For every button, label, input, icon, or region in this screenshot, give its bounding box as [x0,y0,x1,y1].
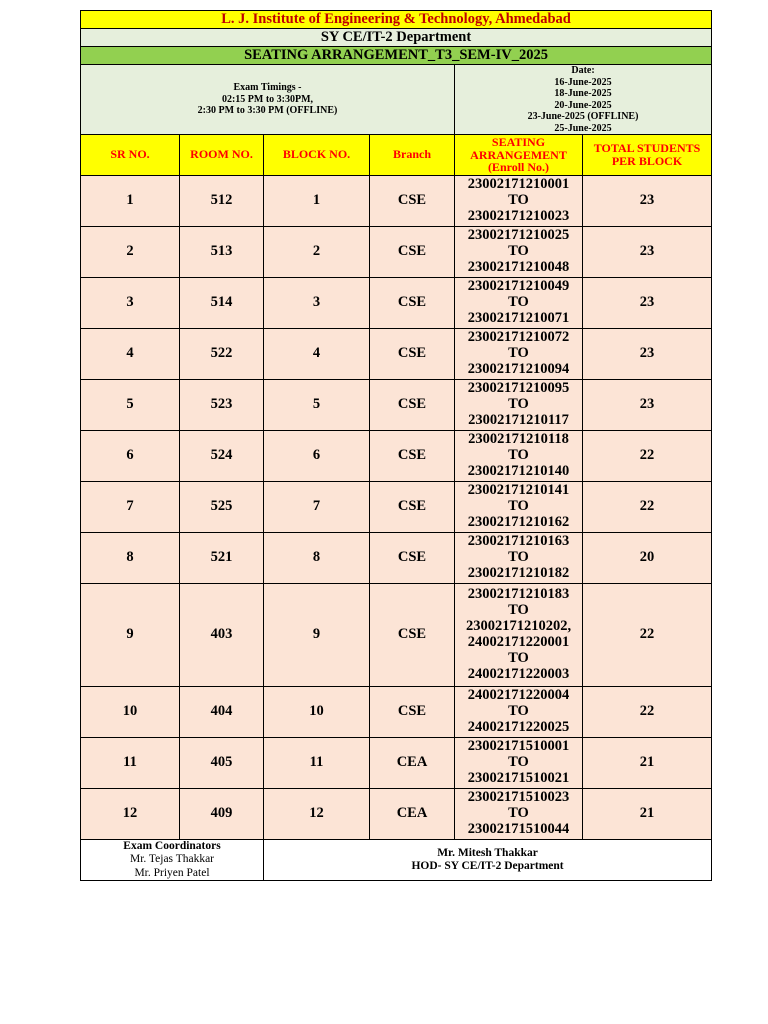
exam-timings-heading: Exam Timings - [233,82,302,94]
enroll-range-line: 24002171220001 [467,634,570,650]
enroll-range-line: TO [508,602,529,619]
branch-cell: CSE [370,278,455,329]
branch-cell: CSE [370,227,455,278]
enroll-range-cell [455,584,583,687]
room-no-cell: 405 [180,738,264,789]
total-students-cell: 23 [583,329,712,380]
sr-no-cell: 4 [81,329,180,380]
sr-no-cell: 9 [81,584,180,687]
enroll-range-line: 24002171220004 [467,687,570,704]
block-no-cell: 8 [264,533,370,584]
enroll-range-line: 23002171210049 [467,278,570,295]
branch-cell: CSE [370,482,455,533]
sr-no-cell: 10 [81,687,180,738]
enroll-range-cell [455,380,583,431]
table-row [81,329,712,380]
coordinators-cell [81,840,264,881]
coordinators-heading: Exam Coordinators [123,840,221,853]
enroll-range-line: 23002171210095 [467,380,570,397]
col-header-seating-line: SEATING [491,135,546,150]
table-row [81,738,712,789]
exam-timings-cell [81,65,455,135]
total-students-cell: 22 [583,482,712,533]
exam-date: 18-June-2025 [554,88,612,99]
enroll-range-line: 23002171510023 [467,789,570,806]
arrangement-title: SEATING ARRANGEMENT_T3_SEM-IV_2025 [81,47,712,65]
enroll-range-line: 23002171210072 [467,329,570,346]
total-students-cell: 22 [583,431,712,482]
col-header-total-line: PER BLOCK [611,154,683,168]
enroll-range-line: 23002171510001 [467,738,570,755]
enroll-range-cell [455,278,583,329]
coordinator-name: Mr. Tejas Thakkar [129,853,215,866]
room-no-cell: 525 [180,482,264,533]
enroll-range-line: 23002171210001 [467,176,570,193]
hod-name: Mr. Mitesh Thakkar [437,846,538,859]
exam-timing-line: 02:15 PM to 3:30PM, [221,93,314,105]
enroll-range-line: TO [508,805,529,822]
room-no-cell: 522 [180,329,264,380]
branch-cell: CSE [370,584,455,687]
exam-dates-heading: Date: [571,65,595,76]
table-row [81,533,712,584]
branch-cell: CSE [370,176,455,227]
enroll-range-cell [455,227,583,278]
sr-no-cell: 7 [81,482,180,533]
room-no-cell: 404 [180,687,264,738]
room-no-cell: 524 [180,431,264,482]
room-no-cell: 521 [180,533,264,584]
table-row [81,176,712,227]
block-no-cell: 4 [264,329,370,380]
column-header-row [81,135,712,176]
enroll-range-line: 23002171510021 [467,769,570,786]
col-header-total [583,135,712,176]
block-no-cell: 2 [264,227,370,278]
enroll-range-line: 23002171210182 [467,564,570,581]
col-header-room-no: ROOM NO. [180,135,264,176]
table-row [81,687,712,738]
block-no-cell: 9 [264,584,370,687]
sr-no-cell: 5 [81,380,180,431]
room-no-cell: 409 [180,789,264,840]
block-no-cell: 10 [264,687,370,738]
enroll-range-cell [455,533,583,584]
block-no-cell: 5 [264,380,370,431]
enroll-range-line: 23002171510044 [467,820,570,837]
col-header-block-no: BLOCK NO. [264,135,370,176]
enroll-range-line: 23002171210162 [467,513,570,530]
total-students-cell: 22 [583,687,712,738]
sr-no-cell: 3 [81,278,180,329]
room-no-cell: 514 [180,278,264,329]
branch-cell: CSE [370,431,455,482]
room-no-cell: 513 [180,227,264,278]
branch-cell: CSE [370,329,455,380]
total-students-cell: 23 [583,278,712,329]
enroll-range-cell [455,329,583,380]
branch-cell: CEA [370,789,455,840]
room-no-cell: 512 [180,176,264,227]
exam-timing-line: 2:30 PM to 3:30 PM (OFFLINE) [197,105,338,117]
col-header-seating-line: (Enroll No.) [487,160,550,175]
block-no-cell: 12 [264,789,370,840]
exam-date: 25-June-2025 [554,122,612,134]
sr-no-cell: 11 [81,738,180,789]
enroll-range-line: 24002171220025 [467,718,570,735]
enroll-range-line: 23002171210202, [465,618,572,635]
col-header-branch: Branch [370,135,455,176]
total-students-cell: 20 [583,533,712,584]
table-row [81,789,712,840]
exam-dates-cell [455,65,712,135]
table-row [81,584,712,687]
branch-cell: CSE [370,380,455,431]
exam-date: 20-June-2025 [554,99,612,111]
enroll-range-cell [455,431,583,482]
institute-title: L. J. Institute of Engineering & Technology, Ahmedabad [81,11,712,29]
total-students-cell: 23 [583,380,712,431]
col-header-seating [455,135,583,176]
table-row [81,431,712,482]
enroll-range-line: TO [508,243,529,260]
enroll-range-line: TO [508,294,529,311]
enroll-range-line: 23002171210140 [467,462,570,479]
enroll-range-cell [455,687,583,738]
enroll-range-line: TO [508,447,529,464]
enroll-range-cell [455,176,583,227]
enroll-range-line: 23002171210118 [468,431,569,448]
branch-cell: CSE [370,533,455,584]
exam-date: 23-June-2025 (OFFLINE) [527,111,639,122]
sr-no-cell: 2 [81,227,180,278]
table-row [81,380,712,431]
enroll-range-line: 23002171210094 [467,360,570,377]
enroll-range-line: 23002171210071 [467,309,570,326]
col-header-total-line: TOTAL STUDENTS [593,141,701,156]
sr-no-cell: 1 [81,176,180,227]
enroll-range-line: 23002171210025 [467,227,570,244]
total-students-cell: 22 [583,584,712,687]
enroll-range-line: 23002171210163 [467,533,570,550]
room-no-cell: 403 [180,584,264,687]
table-row [81,227,712,278]
enroll-range-line: TO [508,649,529,666]
exam-date: 16-June-2025 [554,76,612,88]
enroll-range-line: 23002171210048 [467,258,570,275]
enroll-range-line: TO [508,549,529,566]
sr-no-cell: 6 [81,431,180,482]
sr-no-cell: 8 [81,533,180,584]
sr-no-cell: 12 [81,789,180,840]
coordinator-name: Mr. Priyen Patel [134,866,210,879]
hod-title: HOD- SY CE/IT-2 Department [411,860,564,872]
enroll-range-line: TO [508,498,529,515]
footer-row [81,840,712,881]
total-students-cell: 21 [583,738,712,789]
branch-cell: CEA [370,738,455,789]
enroll-range-line: TO [508,703,529,720]
hod-cell [264,840,712,881]
enroll-range-line: 24002171220003 [467,665,570,682]
table-row [81,482,712,533]
enroll-range-line: 23002171210141 [467,482,570,499]
enroll-range-line: TO [508,396,529,413]
branch-cell: CSE [370,687,455,738]
block-no-cell: 7 [264,482,370,533]
enroll-range-cell [455,482,583,533]
enroll-range-line: 23002171210117 [468,411,569,428]
total-students-cell: 23 [583,176,712,227]
block-no-cell: 11 [264,738,370,789]
enroll-range-line: TO [508,754,529,771]
seating-arrangement-table [80,10,712,881]
total-students-cell: 23 [583,227,712,278]
enroll-range-line: 23002171210023 [467,207,570,224]
block-no-cell: 1 [264,176,370,227]
block-no-cell: 3 [264,278,370,329]
enroll-range-line: TO [508,192,529,209]
enroll-range-line: 23002171210183 [467,586,570,603]
col-header-seating-line: ARRANGEMENT [470,147,567,162]
enroll-range-cell [455,738,583,789]
enroll-range-cell [455,789,583,840]
enroll-range-line: TO [508,345,529,362]
room-no-cell: 523 [180,380,264,431]
total-students-cell: 21 [583,789,712,840]
table-row [81,278,712,329]
department-title: SY CE/IT-2 Department [81,29,712,47]
col-header-sr-no: SR NO. [81,135,180,176]
block-no-cell: 6 [264,431,370,482]
